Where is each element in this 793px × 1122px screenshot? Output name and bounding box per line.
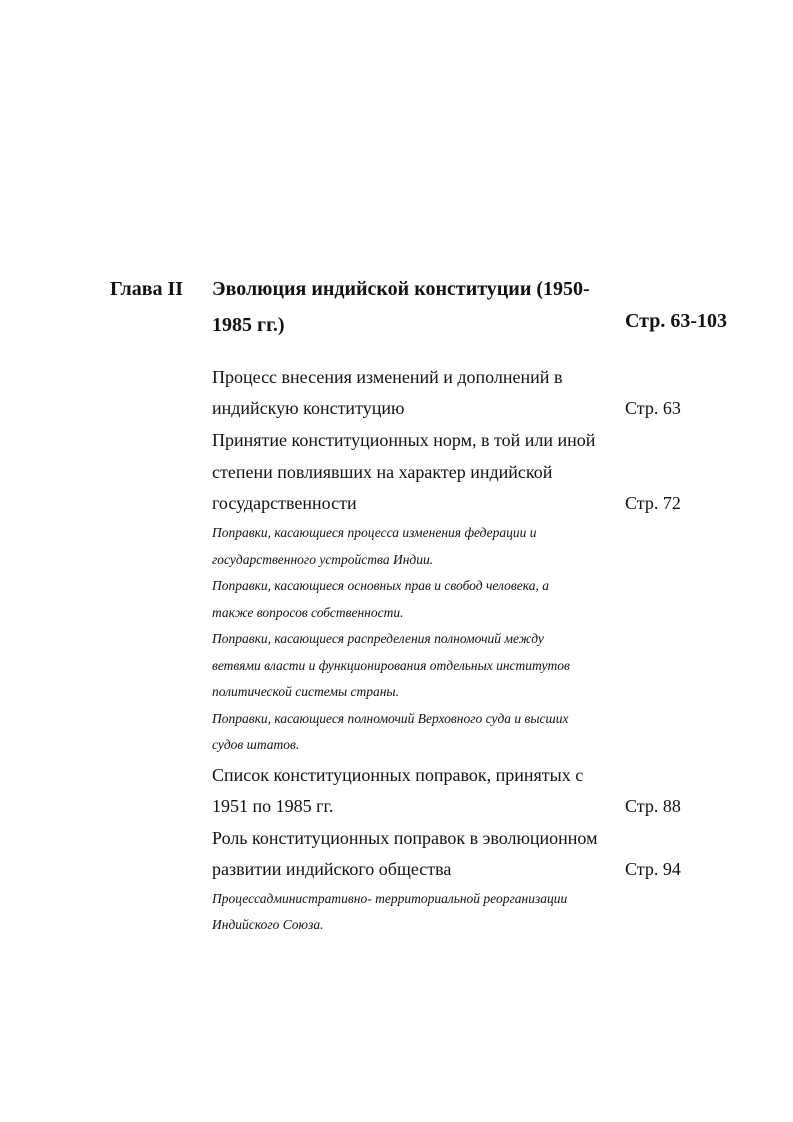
- chapter-pages: Стр. 63-103: [625, 310, 728, 332]
- section-4-line-1: Роль конституционных поправок в эволюционном: [212, 828, 598, 848]
- subsection-2-3-line-3: политической системы страны.: [212, 684, 399, 699]
- section-2-line-3: государственности: [212, 493, 357, 513]
- subsection-4-1-line-2: Индийского Союза.: [212, 917, 324, 932]
- section-4-line-2: развитии индийского общества: [212, 859, 452, 879]
- chapter-title-line-1: Эволюция индийской конституции (1950-: [212, 278, 590, 300]
- subsection-2-1-line-2: государственного устройства Индии.: [212, 552, 434, 567]
- subsection-2-3-line-2: ветвями власти и функционирования отдельных институтов: [212, 658, 570, 673]
- section-1-line-2: индийскую конституцию: [212, 398, 405, 418]
- section-3-line-2: 1951 по 1985 гг.: [212, 796, 334, 816]
- subsection-2-1-line-1: Поправки, касающиеся процесса изменения федерации и: [212, 525, 537, 540]
- chapter-label: Глава II: [110, 278, 184, 300]
- section-3-page: Стр. 88: [625, 796, 681, 816]
- section-3-line-1: Список конституционных поправок, принятых с: [212, 765, 584, 785]
- section-1-page: Стр. 63: [625, 398, 681, 418]
- subsection-2-2-line-2: также вопросов собственности.: [212, 605, 404, 620]
- subsection-2-4-line-1: Поправки, касающиеся полномочий Верховного суда и высших: [212, 711, 569, 726]
- section-2-line-2: степени повлиявших на характер индийской: [212, 462, 553, 482]
- section-2-line-1: Принятие конституционных норм, в той или иной: [212, 430, 596, 450]
- chapter-title-line-2: 1985 гг.): [212, 314, 285, 336]
- section-4-page: Стр. 94: [625, 859, 681, 879]
- section-2-page: Стр. 72: [625, 493, 681, 513]
- subsection-2-3-line-1: Поправки, касающиеся распределения полномочий между: [212, 631, 544, 646]
- subsection-2-4-line-2: судов штатов.: [212, 737, 300, 752]
- subsection-2-2-line-1: Поправки, касающиеся основных прав и свобод человека, а: [212, 578, 549, 593]
- subsection-4-1-line-1: Процессадминистративно- территориальной реорганизации: [212, 891, 568, 906]
- section-1-line-1: Процесс внесения изменений и дополнений в: [212, 367, 563, 387]
